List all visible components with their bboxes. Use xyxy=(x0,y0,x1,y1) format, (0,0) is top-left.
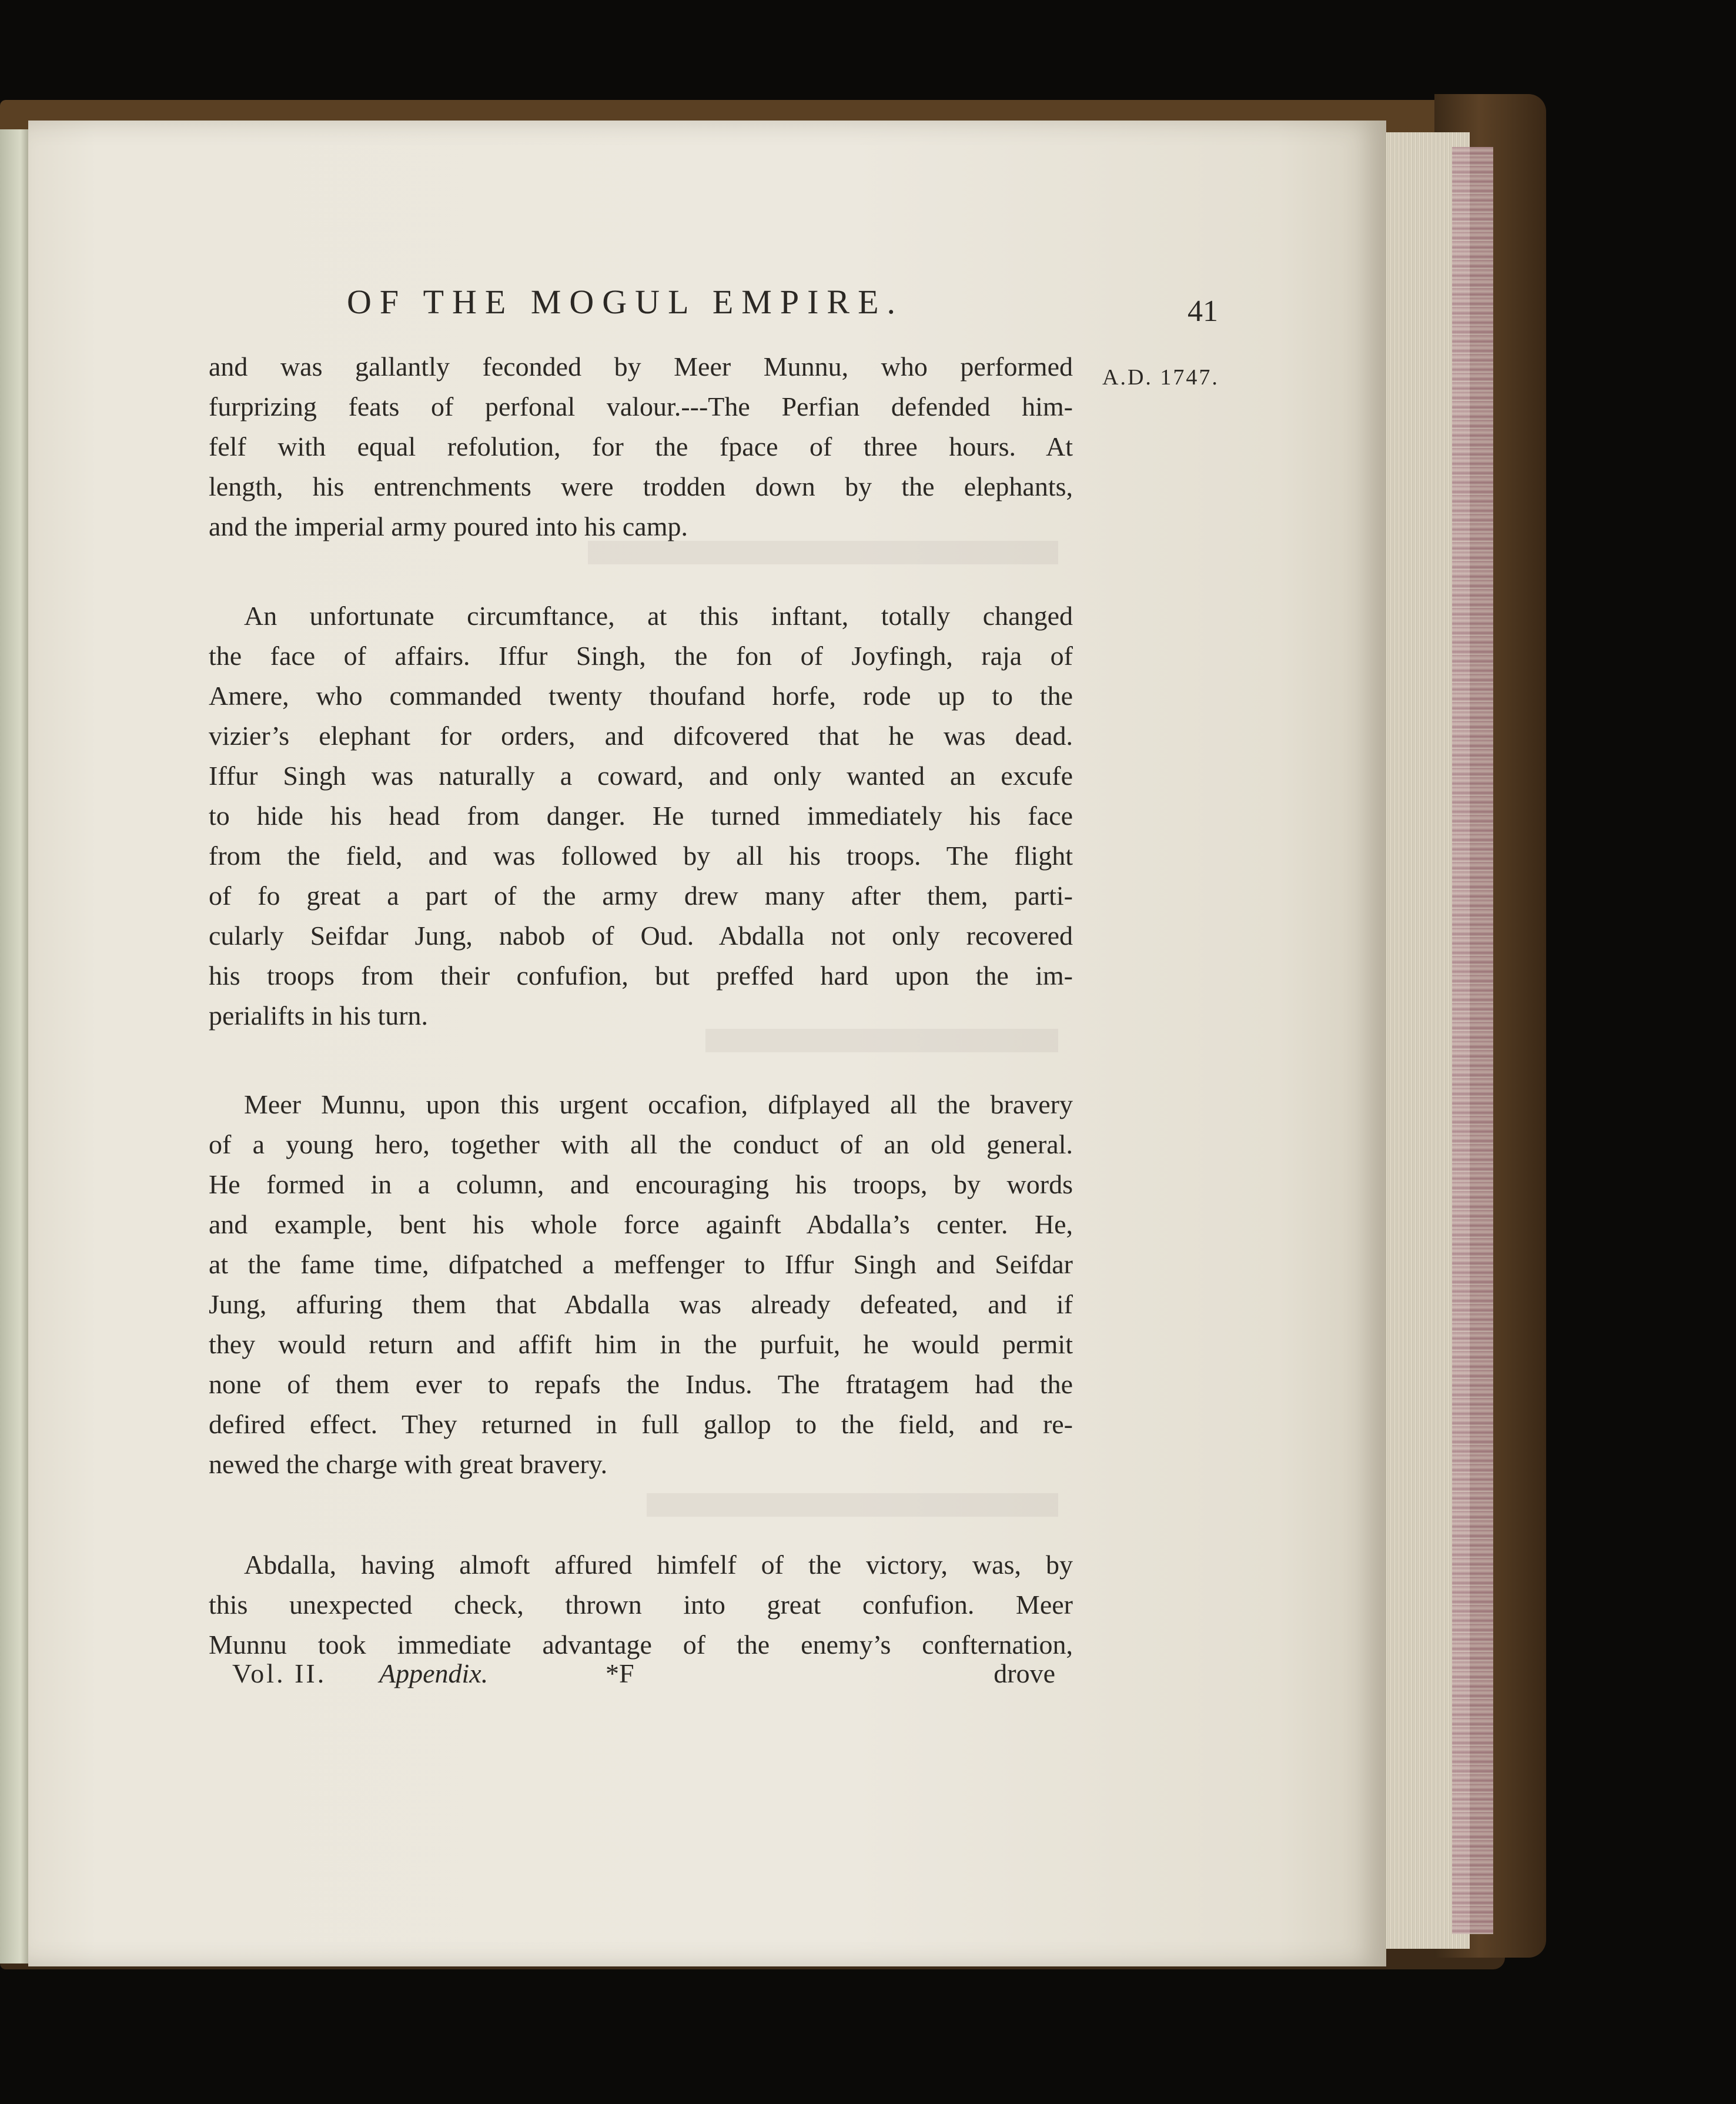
text-line: to hide his head from danger. He turned immediately his face xyxy=(209,801,1073,831)
appendix-label: Appendix. xyxy=(379,1658,489,1688)
text-line: length, his entrenchments were trodden down by the elephants, xyxy=(209,471,1073,501)
text-line: and was gallantly feconded by Meer Munnu, who performed xyxy=(209,352,1073,382)
show-through-artifact xyxy=(647,1493,1058,1517)
text-line: this unexpected check, thrown into great confufion. Meer xyxy=(209,1590,1073,1620)
paragraph-1 xyxy=(209,347,1073,547)
text-line: Jung, affuring them that Abdalla was already defeated, and if xyxy=(209,1289,1073,1319)
paragraph-2 xyxy=(209,596,1073,1036)
paragraph-3 xyxy=(209,1085,1073,1484)
text-line: He formed in a column, and encouraging his troops, by words xyxy=(209,1169,1073,1199)
text-line: An unfortunate circumftance, at this inftant, totally changed xyxy=(244,601,1073,631)
text-line: felf with equal refolution, for the fpace of three hours. At xyxy=(209,431,1073,461)
text-line: Iffur Singh was naturally a coward, and only wanted an excufe xyxy=(209,761,1073,791)
text-line: defired effect. They returned in full gallop to the field, and re- xyxy=(209,1409,1073,1439)
text-line: furprizing feats of perfonal valour.---The Perfian defended him- xyxy=(209,392,1073,422)
text-line: Amere, who commanded twenty thoufand horfe, rode up to the xyxy=(209,681,1073,711)
text-line: and the imperial army poured into his camp. xyxy=(209,511,688,541)
margin-date-note: A.D. 1747. xyxy=(1102,365,1219,390)
text-line: of a young hero, together with all the conduct of an old general. xyxy=(209,1129,1073,1159)
sprinkled-page-edge xyxy=(1452,147,1493,1934)
text-line: the face of affairs. Iffur Singh, the fon of Joyfingh, raja of xyxy=(209,641,1073,671)
text-line: Abdalla, having almoft affured himfelf of the victory, was, by xyxy=(244,1550,1073,1580)
page-footer xyxy=(232,1658,1079,1699)
text-line: of fo great a part of the army drew many after them, parti- xyxy=(209,881,1073,911)
text-line: none of them ever to repafs the Indus. The ftratagem had the xyxy=(209,1369,1073,1399)
text-line: Munnu took immediate advantage of the enemy’s confternation, xyxy=(209,1630,1073,1660)
volume-label: Vol. II. xyxy=(232,1658,327,1688)
text-line: they would return and affift him in the purfuit, he would permit xyxy=(209,1329,1073,1359)
text-line: perialifts in his turn. xyxy=(209,1001,429,1031)
text-line: and example, bent his whole force againft Abdalla’s center. He, xyxy=(209,1209,1073,1239)
text-line: his troops from their confufion, but preffed hard upon the im- xyxy=(209,961,1073,991)
text-line: from the field, and was followed by all his troops. The flight xyxy=(209,841,1073,871)
page-number: 41 xyxy=(1188,295,1218,328)
catchword: drove xyxy=(994,1658,1055,1688)
paragraph-4 xyxy=(209,1545,1073,1665)
text-line: cularly Seifdar Jung, nabob of Oud. Abdalla not only recovered xyxy=(209,921,1073,951)
facing-page-edge xyxy=(0,129,29,1963)
text-line: Meer Munnu, upon this urgent occafion, difplayed all the bravery xyxy=(244,1089,1073,1119)
text-line: at the fame time, difpatched a meffenger to Iffur Singh and Seifdar xyxy=(209,1249,1073,1279)
running-header: OF THE MOGUL EMPIRE. xyxy=(347,283,904,321)
text-line: newed the charge with great bravery. xyxy=(209,1449,608,1479)
signature-mark: *F xyxy=(606,1658,634,1688)
text-line: vizier’s elephant for orders, and difcovered that he was dead. xyxy=(209,721,1073,751)
